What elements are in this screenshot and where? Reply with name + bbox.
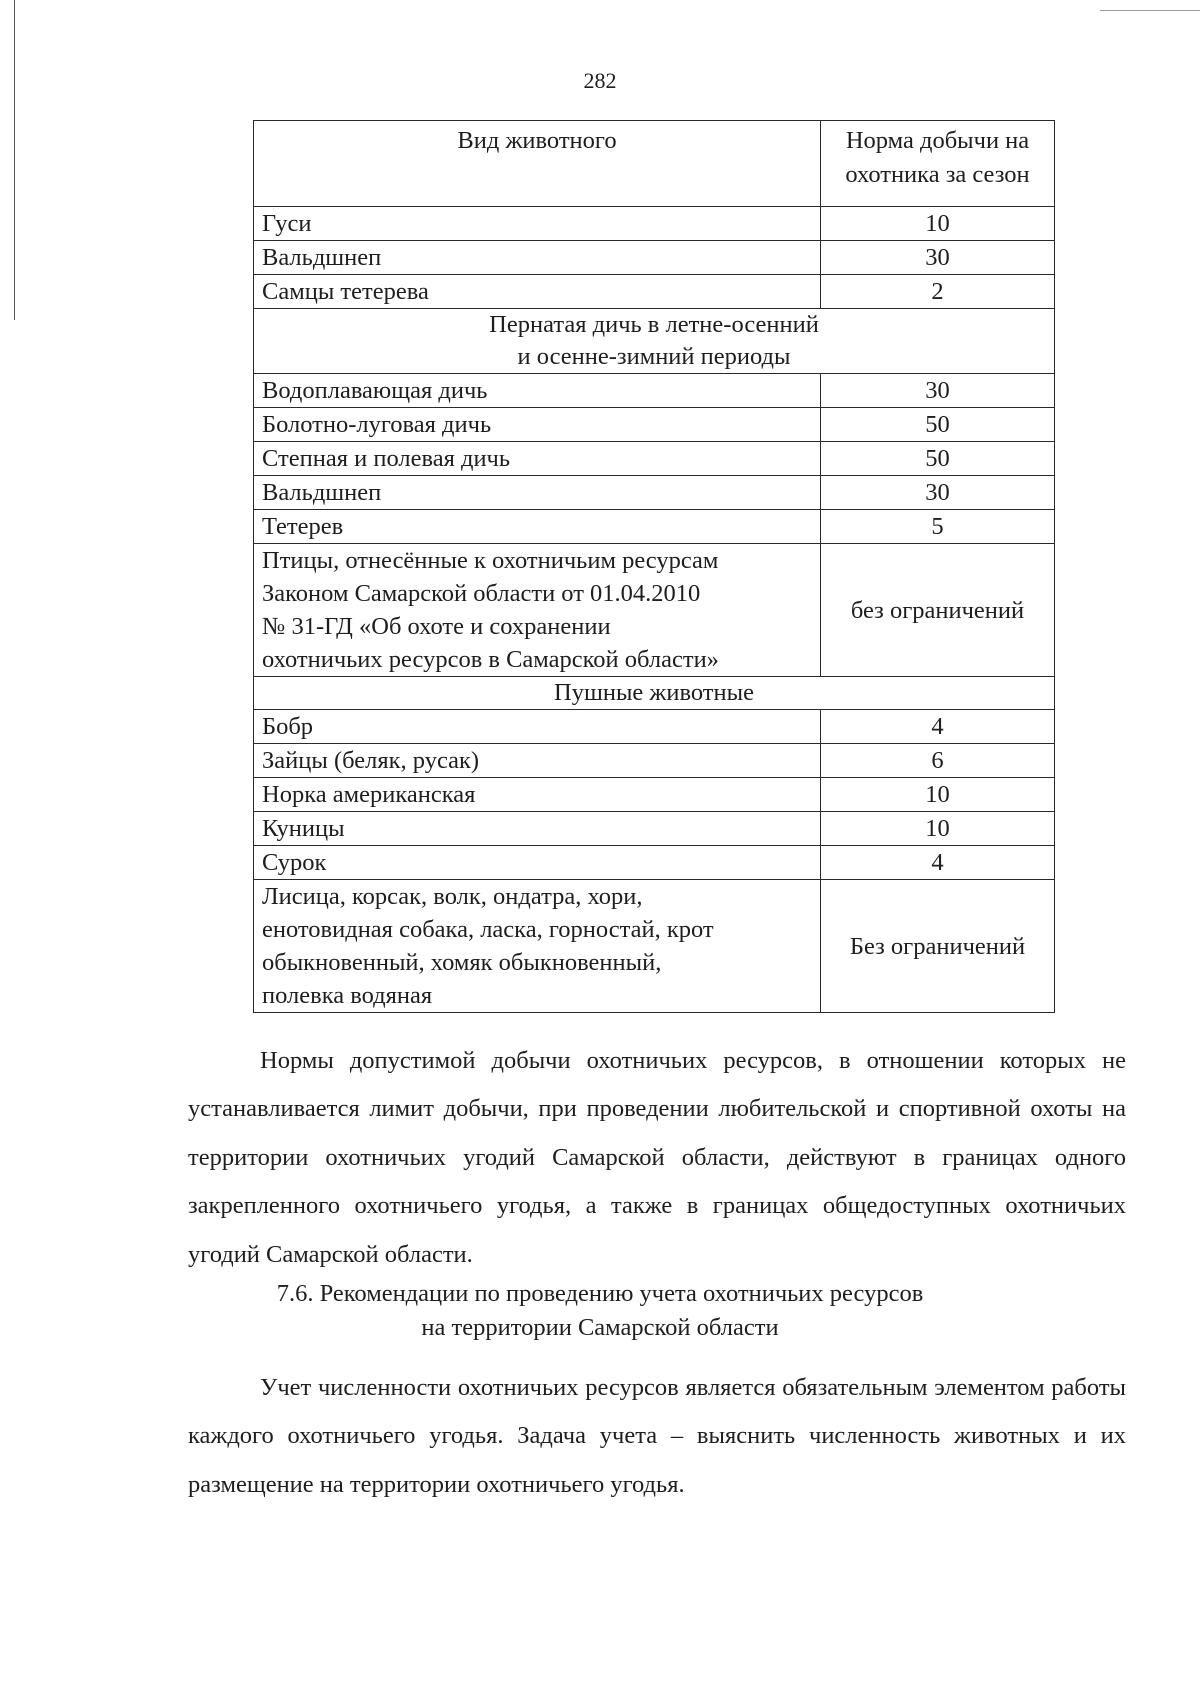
text-line: обыкновенный, хомяк обыкновенный,	[262, 949, 662, 976]
text-line: охотничьих ресурсов в Самарской области»	[262, 646, 719, 673]
table-row	[254, 710, 1055, 744]
table-row	[254, 544, 1055, 677]
animal-name: Зайцы (беляк, русак)	[254, 744, 821, 778]
scan-margin-line	[14, 0, 15, 320]
table-row	[254, 241, 1055, 275]
animal-name: Куницы	[254, 812, 821, 846]
paragraph-accounting: Учет численности охотничьих ресурсов является обязательным элементом работы каждого охотничьего угодья. Задача учета – выяснить численность животных и их размещение на территории охотничьего угодья.	[188, 1373, 1126, 1498]
hunting-norms-table	[253, 120, 1055, 1013]
norm-value: 4	[821, 846, 1055, 880]
table-row	[254, 442, 1055, 476]
norm-value: 2	[821, 275, 1055, 309]
text-line: енотовидная собака, ласка, горностай, крот	[262, 916, 714, 943]
section-heading	[0, 1277, 1200, 1345]
animal-name: Тетерев	[254, 510, 821, 544]
norm-value: 50	[821, 408, 1055, 442]
table-row	[254, 846, 1055, 880]
norm-value: 50	[821, 442, 1055, 476]
table-row	[254, 778, 1055, 812]
animal-name: Норка американская	[254, 778, 821, 812]
heading-line1: 7.6. Рекомендации по проведению учета охотничьих ресурсов	[276, 1280, 924, 1307]
table-row	[254, 510, 1055, 544]
section-line2: и осенне-зимний периоды	[517, 343, 791, 370]
norm-value: 30	[821, 374, 1055, 408]
animal-name: Самцы тетерева	[254, 275, 821, 309]
animal-name: Бобр	[254, 710, 821, 744]
header-animal: Вид животного	[254, 121, 821, 207]
animal-name: Степная и полевая дичь	[254, 442, 821, 476]
table-row	[254, 275, 1055, 309]
animal-name: Болотно-луговая дичь	[254, 408, 821, 442]
animal-name-multiline	[254, 880, 821, 1013]
norm-value: 4	[821, 710, 1055, 744]
animal-name-multiline	[254, 544, 821, 677]
heading-line2: на территории Самарской области	[421, 1314, 779, 1341]
section-title-fur: Пушные животные	[254, 677, 1055, 710]
text-line: Птицы, отнесённые к охотничьим ресурсам	[262, 547, 719, 574]
scan-edge-line	[1100, 10, 1200, 11]
section-row-fur	[254, 677, 1055, 710]
text-line: полевка водяная	[262, 982, 433, 1009]
text-line: Лисица, корсак, волк, ондатра, хори,	[262, 883, 643, 910]
header-norm-line1: Норма добычи на	[845, 127, 1030, 154]
text-line: № 31-ГД «Об охоте и сохранении	[262, 613, 611, 640]
norm-value: 10	[821, 207, 1055, 241]
section-row-birds	[254, 309, 1055, 374]
table-row	[254, 812, 1055, 846]
norm-value: Без ограничений	[821, 880, 1055, 1013]
table-header-row	[254, 121, 1055, 207]
norm-value: без ограничений	[821, 544, 1055, 677]
norm-value: 10	[821, 778, 1055, 812]
page-number: 282	[583, 68, 617, 93]
animal-name: Вальдшнеп	[254, 241, 821, 275]
norm-value: 10	[821, 812, 1055, 846]
animal-name: Сурок	[254, 846, 821, 880]
animal-name: Вальдшнеп	[254, 476, 821, 510]
norm-value: 5	[821, 510, 1055, 544]
animal-name: Гуси	[254, 207, 821, 241]
table-row	[254, 476, 1055, 510]
header-norm-line2: охотника за сезон	[845, 161, 1030, 188]
paragraph-norms: Нормы допустимой добычи охотничьих ресурсов, в отношении которых не устанавливается лимит добычи, при проведении любительской и спортивной охоты на территории охотничьих угодий Самарской области, действуют в границах одного закрепленного охотничьего угодья, а также в границах общедоступных охотничьих угодий Самарской области.	[188, 1046, 1126, 1268]
norm-value: 30	[821, 241, 1055, 275]
norm-value: 30	[821, 476, 1055, 510]
animal-name: Водоплавающая дичь	[254, 374, 821, 408]
table-row	[254, 880, 1055, 1013]
section-title-birds	[254, 309, 1055, 374]
table-row	[254, 408, 1055, 442]
norm-value: 6	[821, 744, 1055, 778]
table-row	[254, 744, 1055, 778]
table-row	[254, 207, 1055, 241]
section-line1: Пернатая дичь в летне-осенний	[489, 311, 819, 338]
text-line: Законом Самарской области от 01.04.2010	[262, 580, 701, 607]
table-row	[254, 374, 1055, 408]
header-norm	[821, 121, 1055, 207]
